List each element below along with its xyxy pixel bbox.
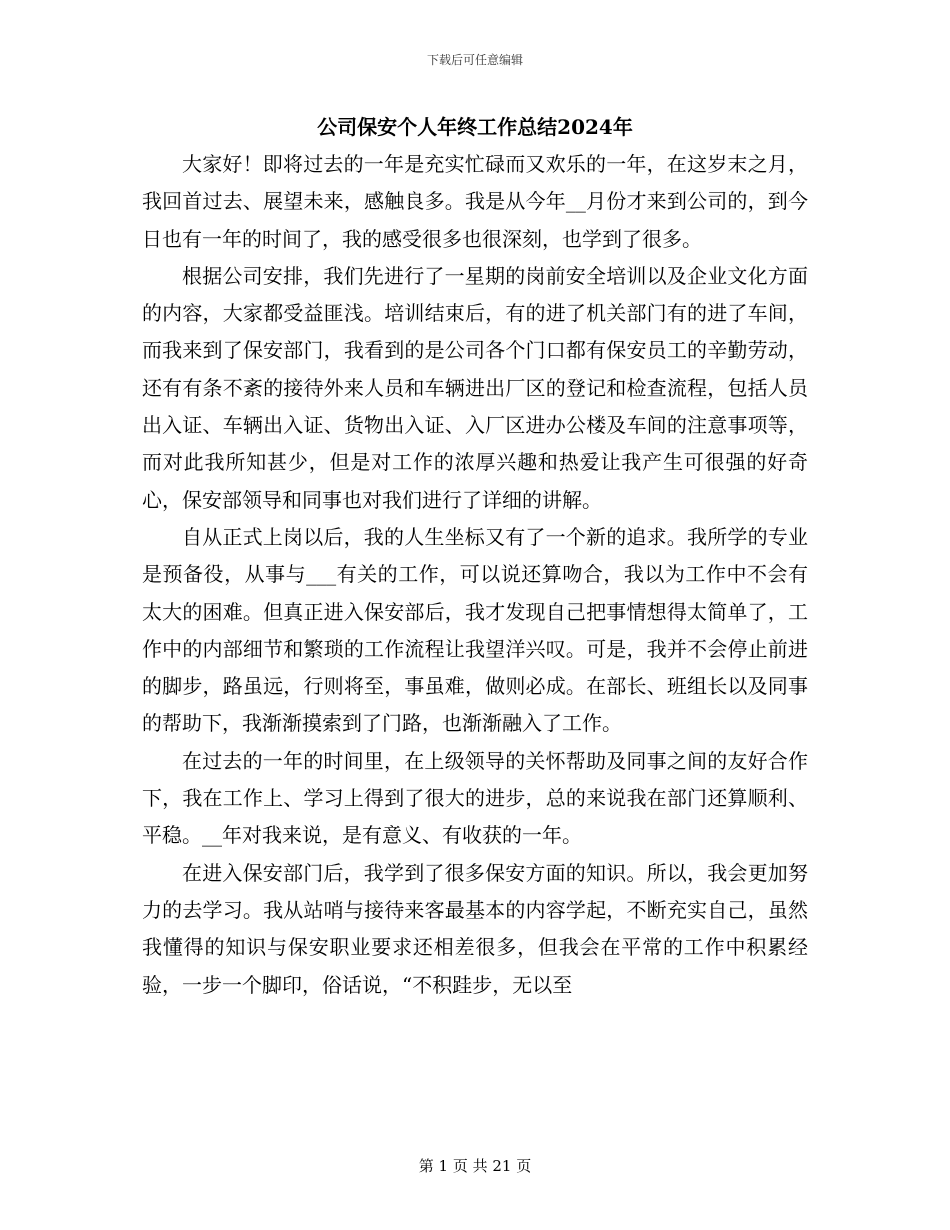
page-number-footer: 第 1 页 共 21 页: [418, 1157, 532, 1175]
paragraph-3: 自从正式上岗以后，我的人生坐标又有了一个新的追求。我所学的专业是预备役，从事与___有关的工作，可以说还算吻合，我以为工作中不会有太大的困难。但真正进入保安部后，我才发现自己把事情想得太简单了，工作中的内部细节和繁琐的工作流程让我望洋兴叹。可是，我并不会停止前进的脚步，路虽远，行则将至，事虽难，做则必成。在部长、班组长以及同事的帮助下，我渐渐摸索到了门路，也渐渐融入了工作。: [142, 524, 808, 736]
document-title: 公司保安个人年终工作总结2024年: [317, 115, 633, 139]
document-body: [142, 146, 808, 1004]
page-header-note: 下载后可任意编辑: [426, 53, 523, 67]
paragraph-4: 在过去的一年的时间里，在上级领导的关怀帮助及同事之间的友好合作下，我在工作上、学习上得到了很大的进步，总的来说我在部门还算顺利、平稳。__年对我来说，是有意义、有收获的一年。: [142, 748, 808, 848]
paragraph-5: 在进入保安部门后，我学到了很多保安方面的知识。所以，我会更加努力的去学习。我从站哨与接待来客最基本的内容学起，不断充实自己，虽然我懂得的知识与保安职业要求还相差很多，但我会在平常的工作中积累经验，一步一个脚印，俗话说，“不积跬步，无以至: [142, 860, 808, 997]
paragraph-1: 大家好！即将过去的一年是充实忙碌而又欢乐的一年，在这岁末之月，我回首过去、展望未来，感触良多。我是从今年__月份才来到公司的，到今日也有一年的时间了，我的感受很多也很深刻，也学到了很多。: [142, 152, 808, 251]
paragraph-2: 根据公司安排，我们先进行了一星期的岗前安全培训以及企业文化方面的内容，大家都受益匪浅。培训结束后，有的进了机关部门有的进了车间，而我来到了保安部门，我看到的是公司各个门口都有保安员工的辛勤劳动，还有有条不紊的接待外来人员和车辆进出厂区的登记和检查流程，包括人员出入证、车辆出入证、货物出入证、入厂区进办公楼及车间的注意事项等，而对此我所知甚少，但是对工作的浓厚兴趣和热爱让我产生可很强的好奇心，保安部领导和同事也对我们进行了详细的讲解。: [142, 263, 808, 512]
